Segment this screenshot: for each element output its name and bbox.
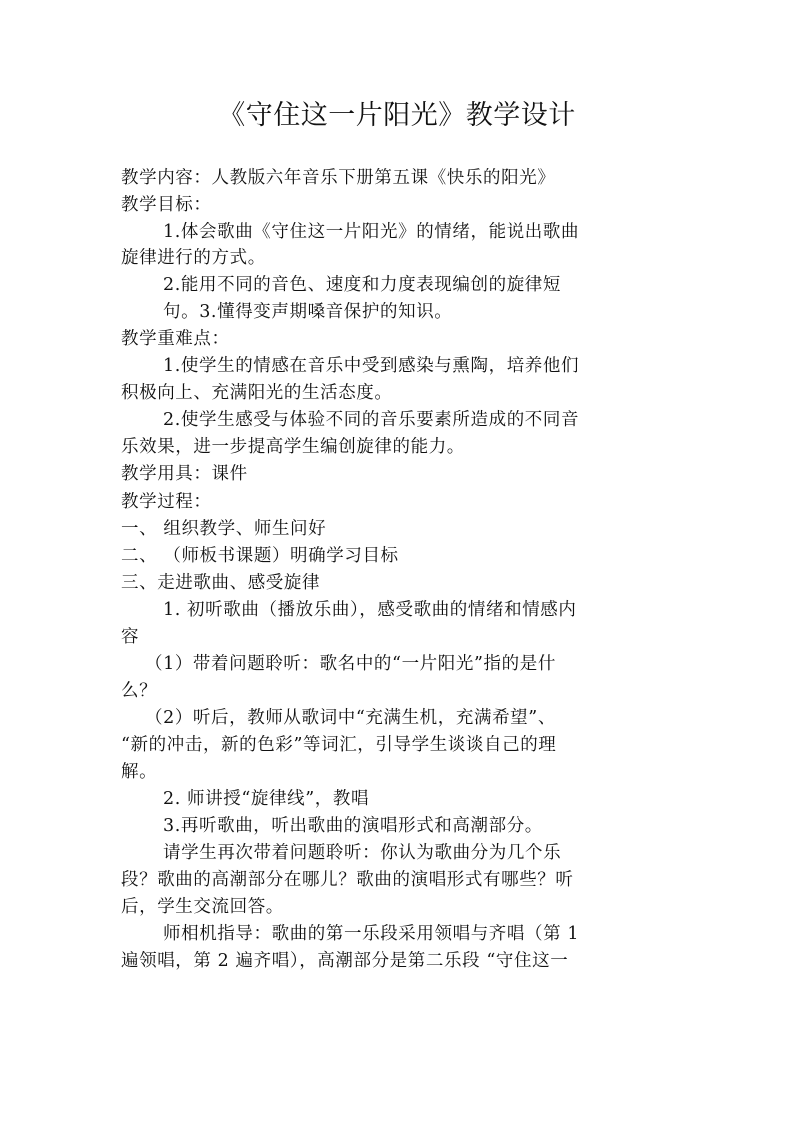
text-line-key-point-1: 1.使学生的情感在音乐中受到感染与熏陶，培养他们 [163, 356, 580, 376]
text-line-step-2: 二、 （师板书课题）明确学习目标 [121, 546, 399, 566]
text-line-key-points-heading: 教学重难点： [121, 329, 230, 349]
text-line-step-3-3: 3.再听歌曲，听出歌曲的演唱形式和高潮部分。 [163, 816, 543, 836]
text-line-listen-again-end: 后，学生交流回答。 [121, 897, 284, 917]
text-line-objective-1: 1.体会歌曲《守住这一片阳光》的情绪，能说出歌曲 [163, 222, 580, 242]
text-line-step-3-2: 2. 师讲授“旋律线”，教唱 [163, 789, 370, 809]
text-line-teaching-content: 教学内容：人教版六年音乐下册第五课《快乐的阳光》 [121, 168, 556, 188]
text-line-process-heading: 教学过程： [121, 492, 212, 512]
text-line-objective-2-cont: 句。3.懂得变声期嗓音保护的知识。 [163, 302, 453, 322]
text-line-listen-again: 请学生再次带着问题聆听：你认为歌曲分为几个乐 [163, 843, 562, 863]
text-line-key-point-2: 2.使学生感受与体验不同的音乐要素所造成的不同音 [163, 410, 580, 430]
text-line-step-3-1: 1. 初听歌曲（播放乐曲），感受歌曲的情绪和情感内 [163, 600, 577, 620]
text-line-step-3: 三、走进歌曲、感受旋律 [121, 573, 321, 593]
document-title: 《守住这一片阳光》教学设计 [218, 100, 576, 131]
text-line-question-1: （1）带着问题聆听：歌名中的“一片阳光”指的是什 [145, 654, 556, 674]
text-line-question-2: （2）听后，教师从歌词中“充满生机，充满希望”、 [145, 708, 556, 728]
text-line-listen-again-cont: 段？歌曲的高潮部分在哪儿？歌曲的演唱形式有哪些？听 [121, 870, 574, 890]
text-line-teacher-guidance-cont: 遍领唱，第 2 遍齐唱），高潮部分是第二乐段 “守住这一 [121, 951, 569, 971]
text-line-objective-1-cont: 旋律进行的方式。 [121, 248, 266, 268]
text-line-step-3-1-cont: 容 [121, 627, 140, 647]
text-line-teaching-tools: 教学用具：课件 [121, 464, 248, 484]
text-line-question-2-cont: “新的冲击，新的色彩”等词汇，引导学生谈谈自己的理 [121, 735, 557, 755]
text-line-teacher-guidance: 师相机指导：歌曲的第一乐段采用领唱与齐唱（第 1 [163, 924, 580, 944]
text-line-question-1-cont: 么？ [121, 681, 158, 701]
text-line-objective-2: 2.能用不同的音色、速度和力度表现编创的旋律短 [163, 275, 561, 295]
text-line-key-point-1-cont: 积极向上、充满阳光的生活态度。 [121, 383, 393, 403]
text-line-key-point-2-cont: 乐效果，进一步提高学生编创旋律的能力。 [121, 437, 465, 457]
text-line-objectives-heading: 教学目标： [121, 195, 212, 215]
text-line-step-1: 一、 组织教学、师生问好 [121, 519, 327, 539]
text-line-question-2-end: 解。 [121, 762, 158, 782]
